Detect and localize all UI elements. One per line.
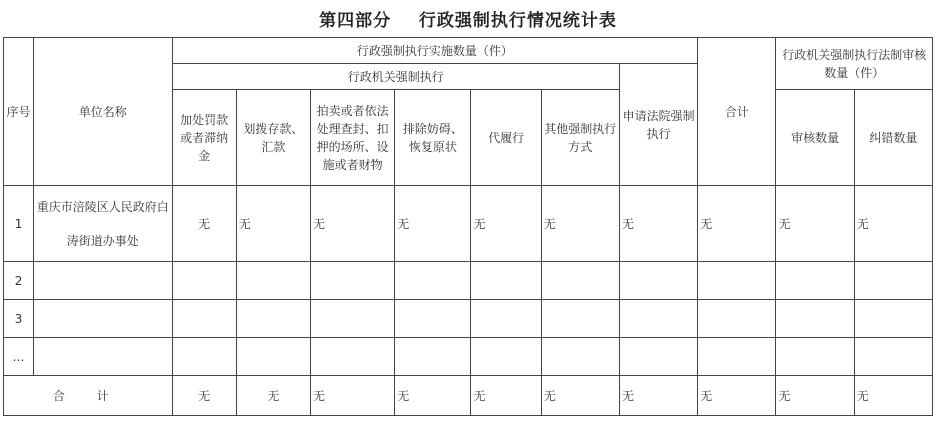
table-title: 第四部分 行政强制执行情况统计表 bbox=[319, 11, 617, 31]
row-seq: … bbox=[4, 338, 34, 376]
cell: 无 bbox=[541, 186, 619, 262]
cell bbox=[310, 300, 394, 338]
cell bbox=[776, 300, 854, 338]
header-review: 审核数量 bbox=[776, 90, 854, 186]
cell: 无 bbox=[172, 186, 236, 262]
cell bbox=[471, 338, 541, 376]
header-review-group: 行政机关强制执行法制审核数量（件） bbox=[776, 38, 933, 90]
header-col3: 拍卖或者依法处理查封、扣押的场所、设施或者财物 bbox=[310, 90, 394, 186]
total-cell: 无 bbox=[172, 376, 236, 416]
table-row bbox=[4, 186, 933, 262]
cell bbox=[172, 338, 236, 376]
cell: 无 bbox=[619, 186, 697, 262]
cell bbox=[541, 262, 619, 300]
row-unit bbox=[34, 300, 172, 338]
row-unit: 重庆市涪陵区人民政府白涛街道办事处 bbox=[34, 186, 172, 262]
total-cell: 无 bbox=[776, 376, 854, 416]
cell bbox=[776, 262, 854, 300]
header-impl-group: 行政强制执行实施数量（件） bbox=[172, 38, 698, 64]
total-cell: 无 bbox=[471, 376, 541, 416]
cell bbox=[172, 262, 236, 300]
total-cell: 无 bbox=[698, 376, 776, 416]
cell bbox=[236, 338, 310, 376]
cell bbox=[854, 338, 932, 376]
row-unit bbox=[34, 338, 172, 376]
header-col5: 代履行 bbox=[471, 90, 541, 186]
cell bbox=[776, 338, 854, 376]
cell bbox=[172, 300, 236, 338]
header-col1: 加处罚款或者滞纳金 bbox=[172, 90, 236, 186]
header-seq: 序号 bbox=[4, 38, 34, 186]
bottom-mask bbox=[0, 418, 936, 425]
row-unit bbox=[34, 262, 172, 300]
table-row bbox=[4, 300, 933, 338]
total-cell: 无 bbox=[395, 376, 471, 416]
total-cell: 无 bbox=[541, 376, 619, 416]
header-unit: 单位名称 bbox=[34, 38, 172, 186]
row-seq: 3 bbox=[4, 300, 34, 338]
total-row bbox=[4, 376, 933, 416]
cell bbox=[471, 262, 541, 300]
row-seq: 2 bbox=[4, 262, 34, 300]
header-col4: 排除妨碍、恢复原状 bbox=[395, 90, 471, 186]
total-cell: 无 bbox=[854, 376, 932, 416]
cell bbox=[619, 300, 697, 338]
cell: 无 bbox=[310, 186, 394, 262]
cell bbox=[236, 300, 310, 338]
cell bbox=[236, 262, 310, 300]
enforcement-stats-table bbox=[3, 37, 933, 416]
cell: 无 bbox=[471, 186, 541, 262]
cell bbox=[395, 262, 471, 300]
cell bbox=[471, 300, 541, 338]
cell: 无 bbox=[698, 186, 776, 262]
cell bbox=[619, 262, 697, 300]
cell bbox=[310, 262, 394, 300]
cell: 无 bbox=[395, 186, 471, 262]
cell: 无 bbox=[854, 186, 932, 262]
header-col6: 其他强制执行方式 bbox=[541, 90, 619, 186]
cell bbox=[310, 338, 394, 376]
cell bbox=[854, 300, 932, 338]
header-agency-group: 行政机关强制执行 bbox=[172, 64, 619, 90]
cell bbox=[541, 300, 619, 338]
header-total: 合计 bbox=[698, 38, 776, 186]
table-row bbox=[4, 338, 933, 376]
table-row bbox=[4, 262, 933, 300]
header-court: 申请法院强制执行 bbox=[619, 64, 697, 186]
cell bbox=[698, 338, 776, 376]
cell bbox=[854, 262, 932, 300]
cell: 无 bbox=[236, 186, 310, 262]
total-cell: 无 bbox=[619, 376, 697, 416]
header-correct: 纠错数量 bbox=[854, 90, 932, 186]
cell bbox=[395, 300, 471, 338]
cell bbox=[698, 300, 776, 338]
total-cell: 无 bbox=[310, 376, 394, 416]
row-seq: 1 bbox=[4, 186, 34, 262]
cell: 无 bbox=[776, 186, 854, 262]
cell bbox=[541, 338, 619, 376]
cell bbox=[698, 262, 776, 300]
total-label: 合 计 bbox=[4, 376, 173, 416]
header-col2: 划拨存款、汇款 bbox=[236, 90, 310, 186]
total-cell: 无 bbox=[236, 376, 310, 416]
cell bbox=[395, 338, 471, 376]
cell bbox=[619, 338, 697, 376]
